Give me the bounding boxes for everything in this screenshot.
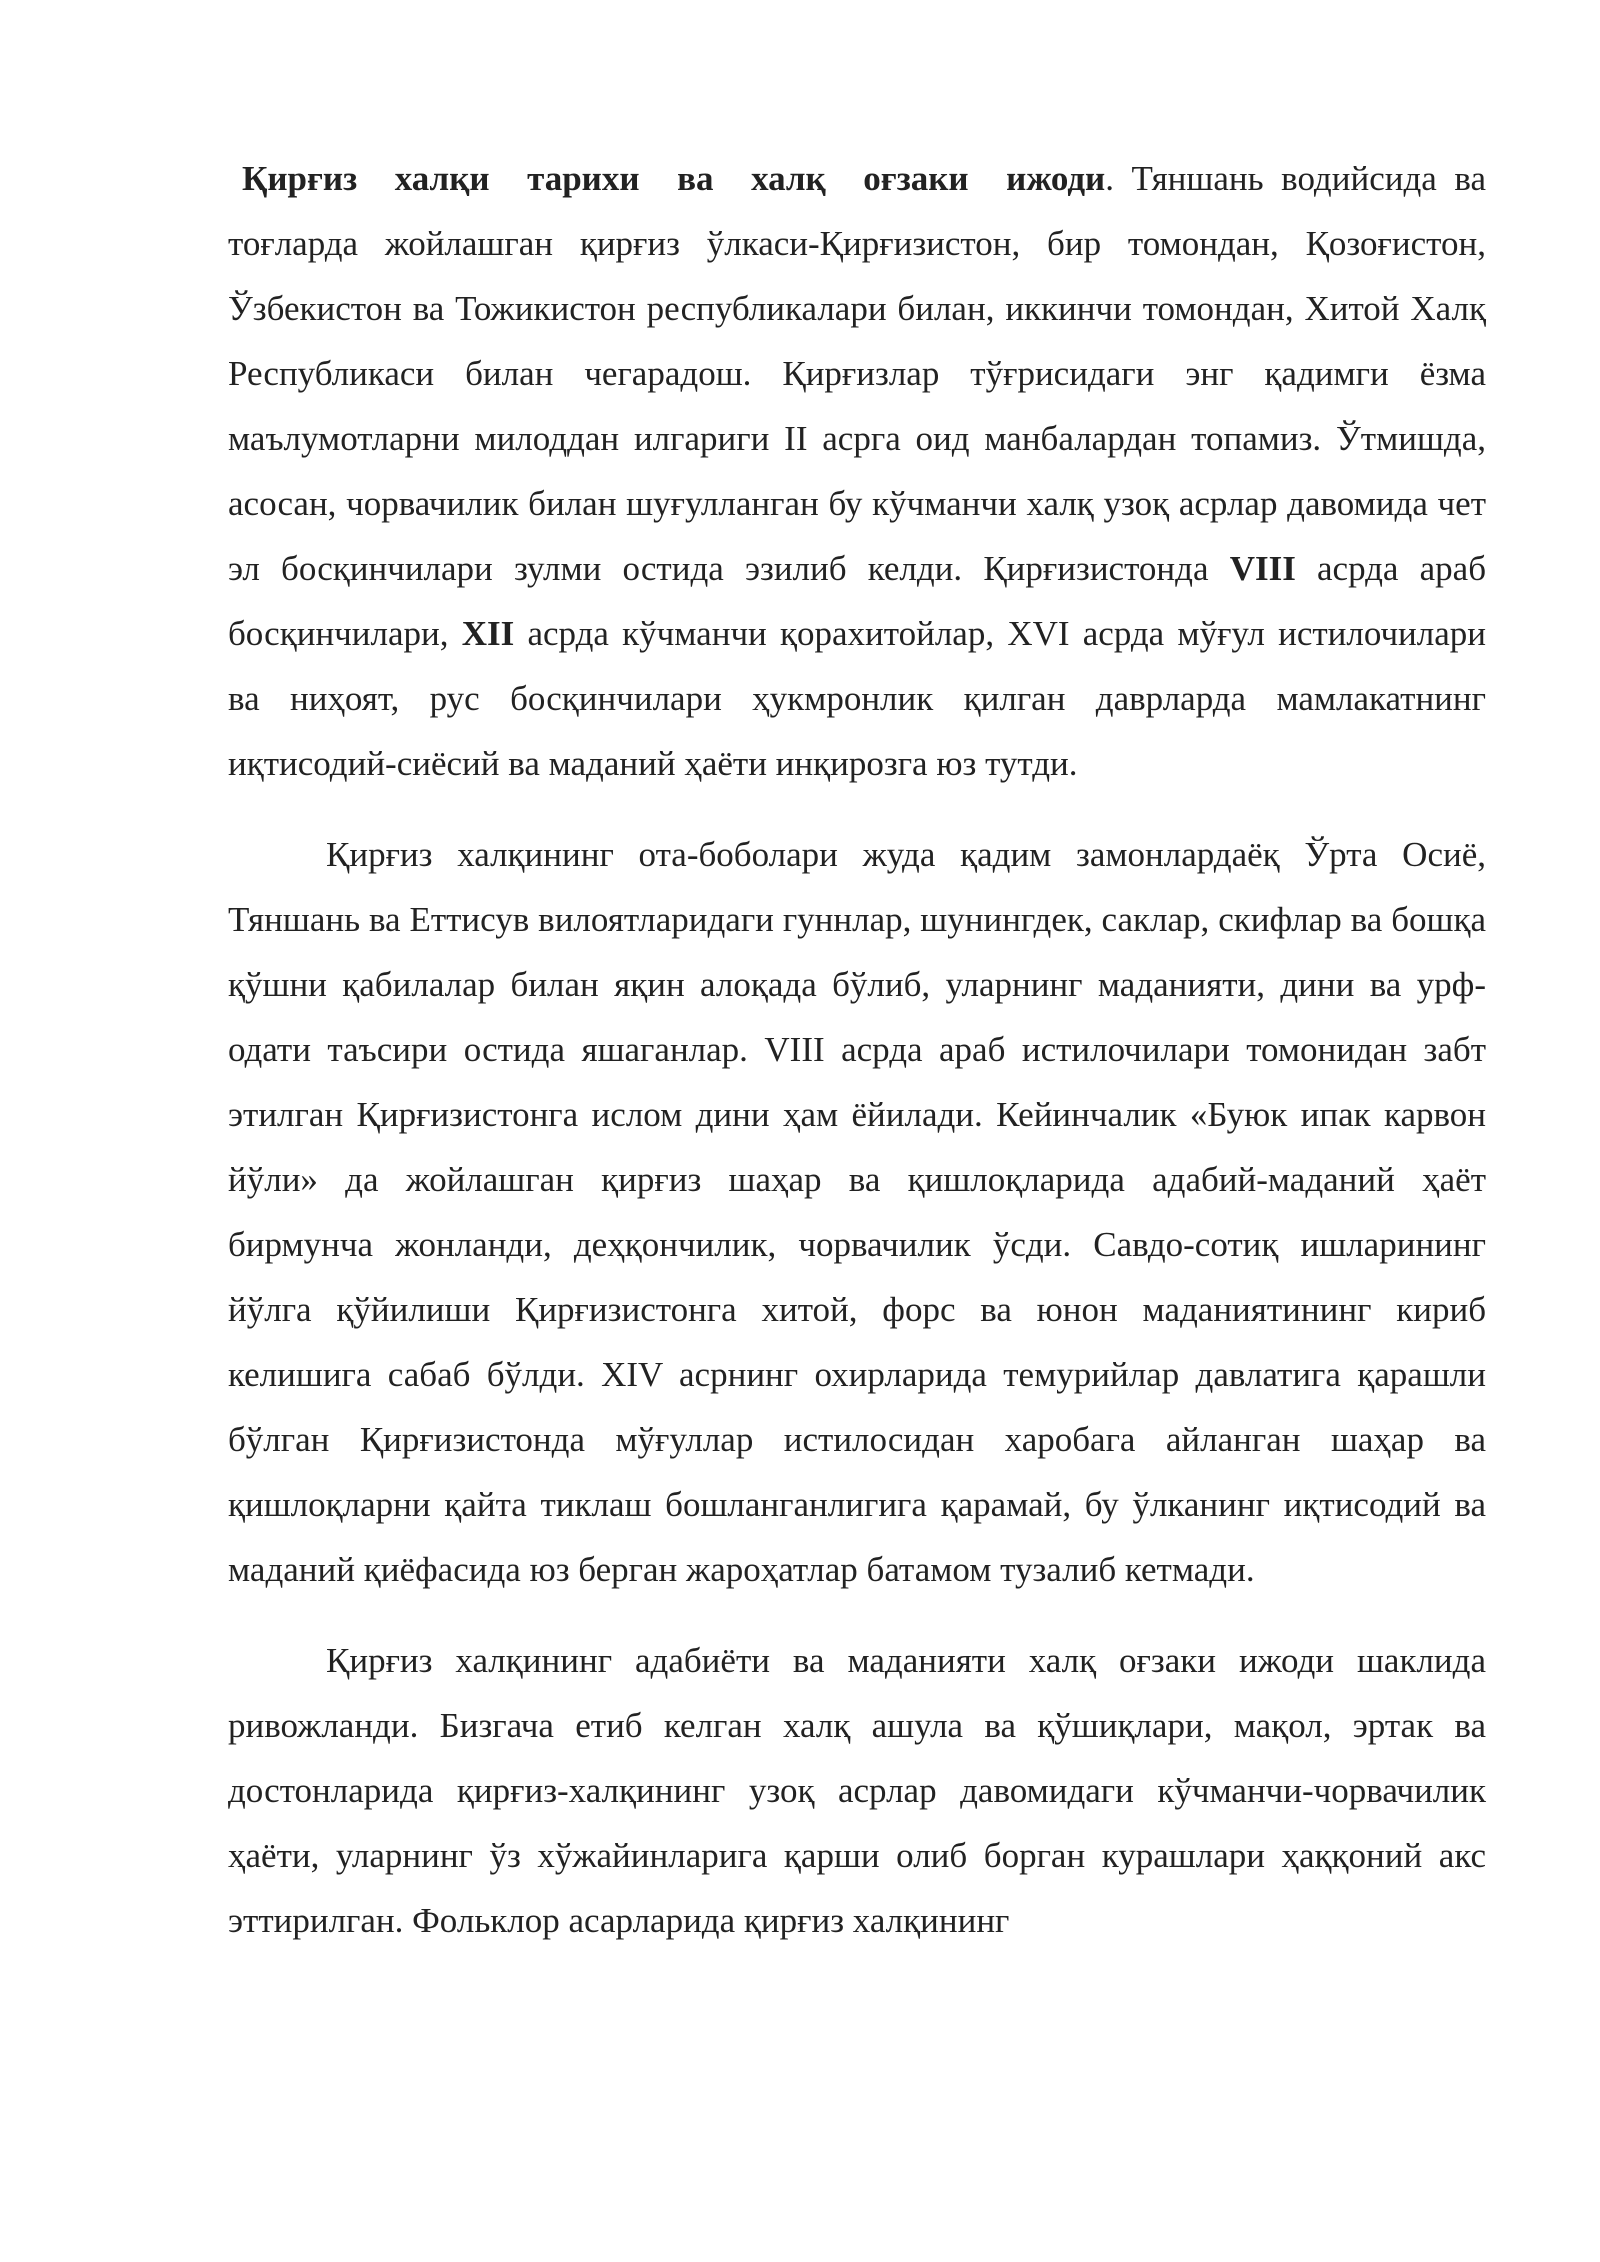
paragraph-2: Қирғиз халқининг ота-боболари жуда қадим замонлардаёқ Ўрта Осиё, Тяншань ва Еттисув вилоятларидаги гуннлар, шунингдек, саклар, скифлар ва бошқа қўшни қабилалар билан яқин алоқада бўлиб, уларнинг маданияти, дини ва урф-одати таъсири остида яшаганлар. VIII асрда араб истилочилари томонидан забт этилган Қирғизистонга ислом дини ҳам ёйилади. Кейинчалик «Буюк ипак карвон йўли» да жойлашган қирғиз шаҳар ва қишлоқларида адабий-маданий ҳаёт бирмунча жонланди, деҳқончилик, чорвачилик ўсди. Савдо-сотиқ ишларининг йўлга қўйилиши Қирғизистонга хитой, форс ва юнон маданиятининг кириб келишига сабаб бўлди. XIV асрнинг охирларида темурийлар давлатига қарашли бўлган Қирғизистонда мўғуллар истилосидан харобага айланган шаҳар ва қишлоқларни қайта тиклаш бошланганлигига қарамай, бу ўлканинг иқтисодий ва маданий қиёфасида юз берган жароҳатлар батамом тузалиб кетмади. [228,835,1486,1589]
century-viii-bold: VIII [1229,549,1296,588]
title-punctuation: . [1105,159,1114,198]
paragraph-1 [228,146,1486,796]
century-xii-bold: XII [461,614,515,653]
paragraph-3: Қирғиз халқининг адабиёти ва маданияти халқ оғзаки ижоди шаклида ривожланди. Бизгача етиб келган халқ ашула ва қўшиқлари, мақол, эртак ва достонларида қирғиз-халқининг узоқ асрлар давомидаги кўчманчи-чорвачилик ҳаёти, уларнинг ўз хўжайинларига қарши олиб борган курашлари ҳаққоний акс эттирилган. Фольклор асарларида қирғиз халқининг [228,1641,1486,1940]
section-title: Қирғиз халқи тарихи ва халқ оғзаки ижоди [242,159,1106,198]
document-page [228,146,1486,1953]
paragraph-1-text-c: асрда кўчманчи қорахитойлар, XVI асрда мўғул истилочилари ва ниҳоят, рус босқинчилари ҳукмронлик қилган даврларда мамлакатнинг иқтисодий-сиёсий ва маданий ҳаёти инқирозга юз тутди. [228,614,1487,783]
paragraph-1-text-b: асрда араб босқинчилари, [228,549,1487,653]
paragraph-1-text-a: Тяншань водийсида ва тоғларда жойлашган қирғиз ўлкаси-Қирғизистон, бир томондан, Қозоғистон, Ўзбекистон ва Тожикистон республикалари билан, иккинчи томондан, Хитой Халқ Республикаси билан чегарадош. Қирғизлар тўғрисидаги энг қадимги ёзма маълумотларни милоддан илгариги II асрга оид манбалардан топамиз. Ўтмишда, асосан, чорвачилик билан шуғулланган бу кўчманчи халқ узоқ асрлар давомида чет эл босқинчилари зулми остида эзилиб келди. Қирғизистонда [228,159,1486,588]
